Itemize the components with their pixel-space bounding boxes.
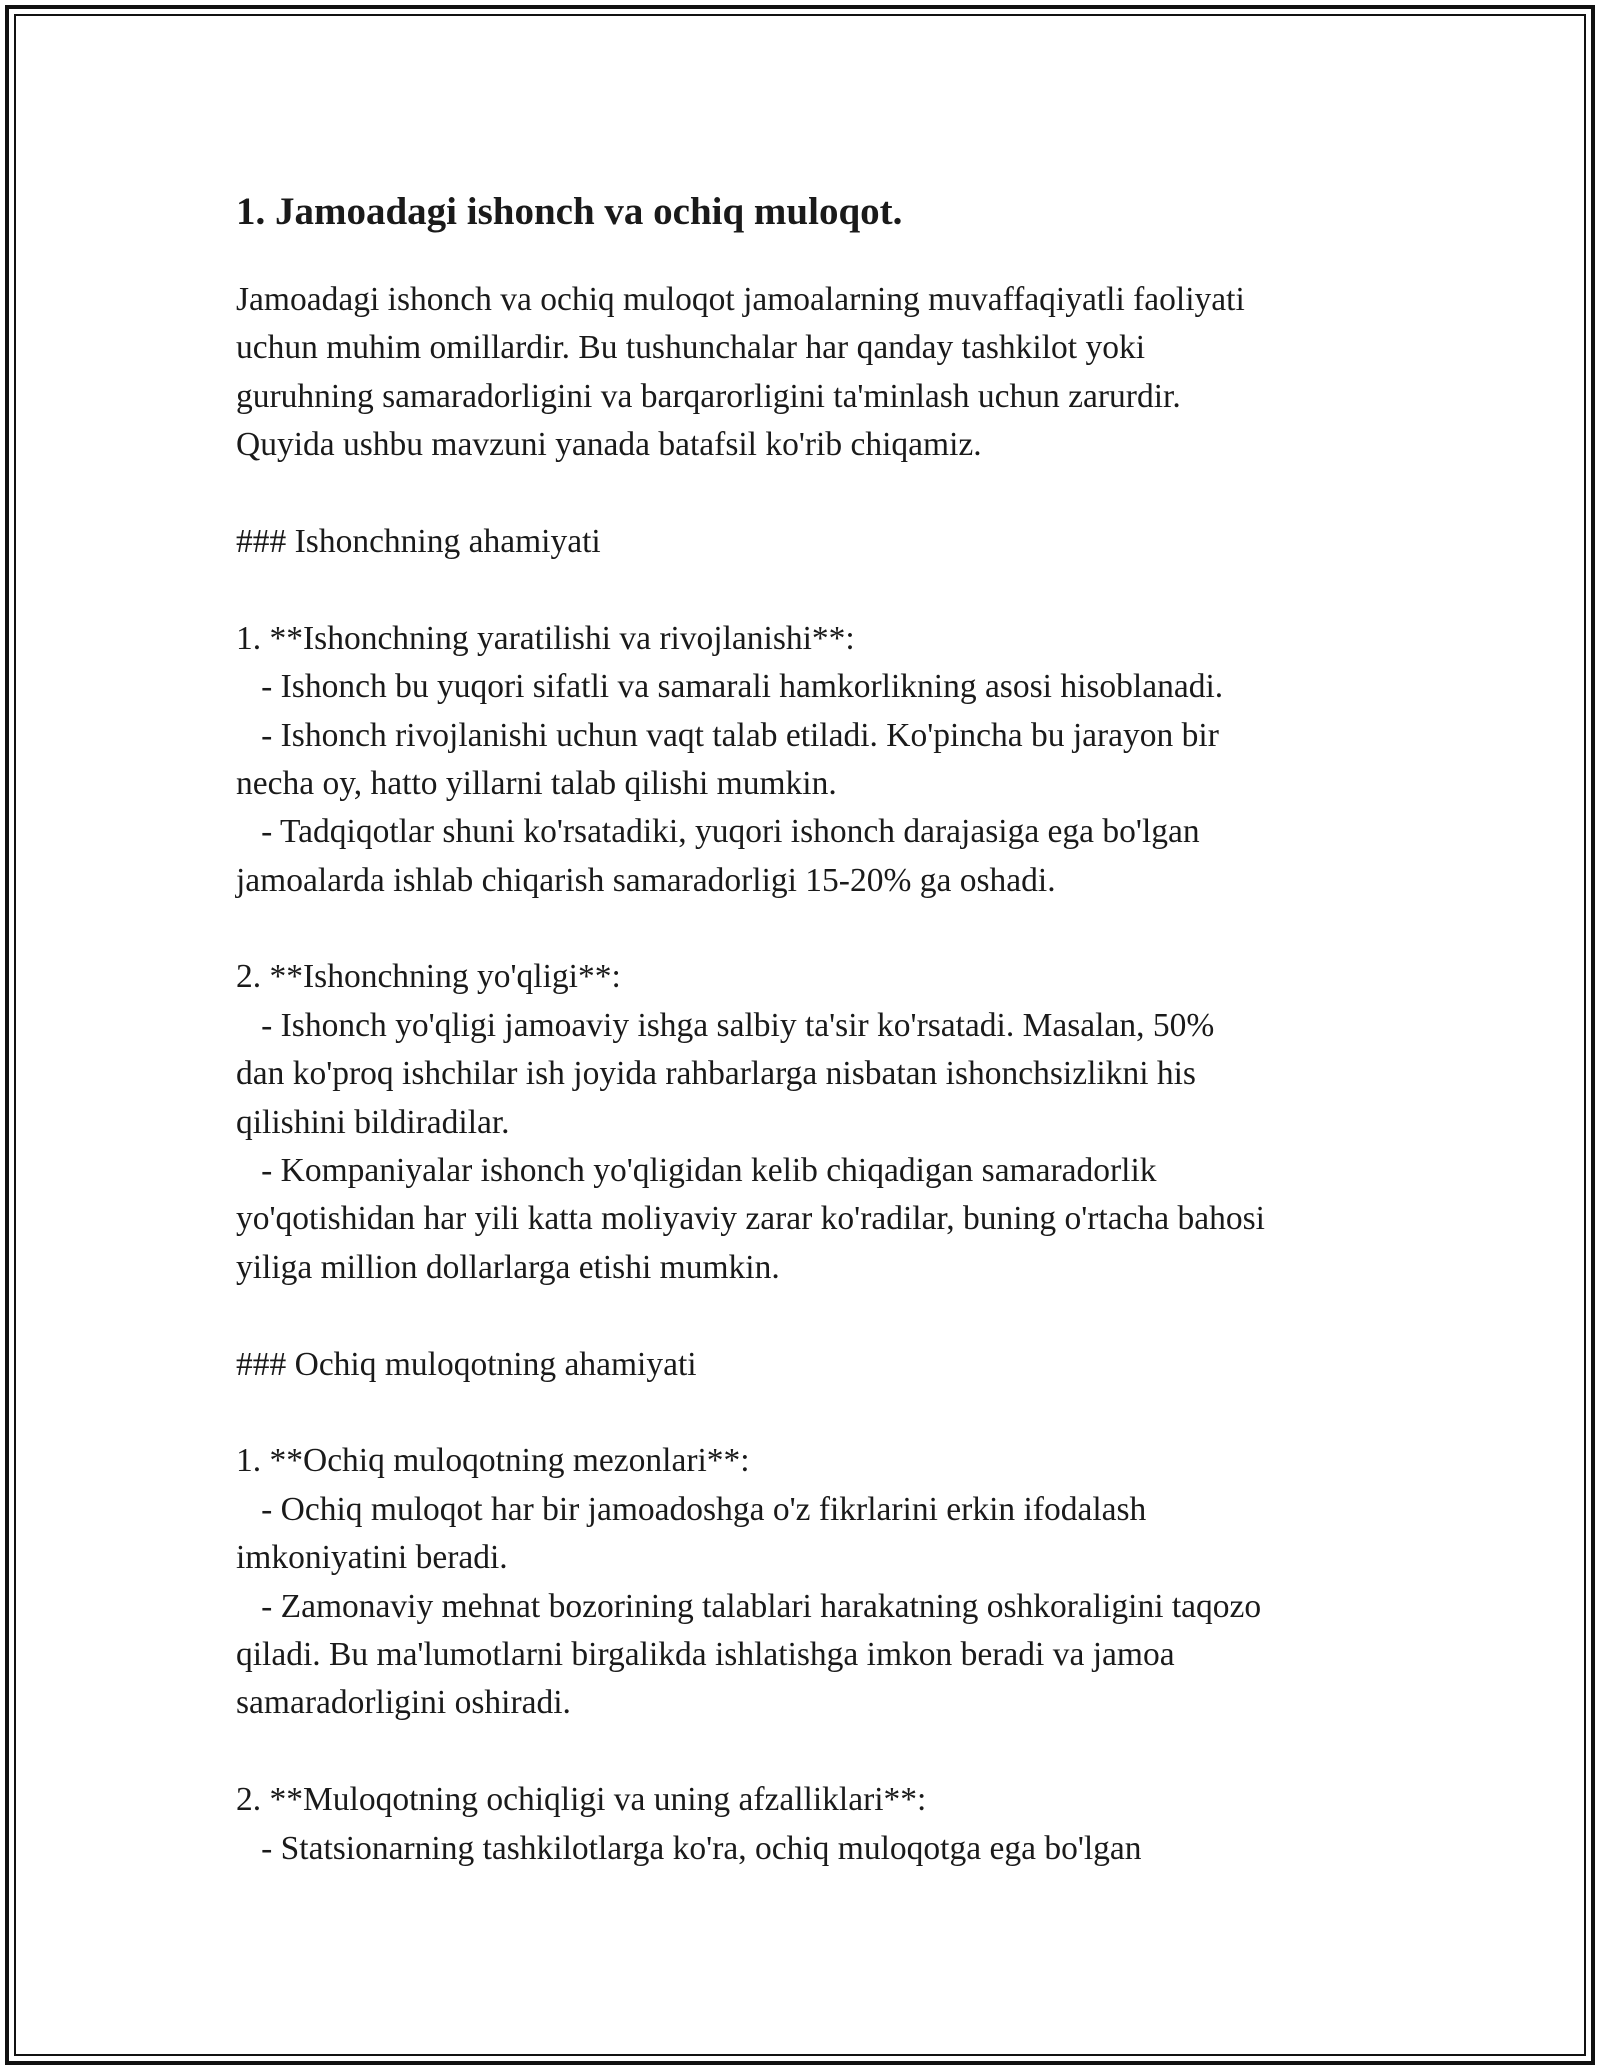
blank-line: [236, 1292, 1386, 1340]
text-line: - Zamonaviy mehnat bozorining talablari harakatning oshkoraligini taqozo: [236, 1587, 1262, 1625]
text-line: guruhning samaradorligini va barqarorligini ta'minlash uchun zarurdir.: [236, 377, 1181, 415]
text-line: samaradorligini oshiradi.: [236, 1684, 571, 1722]
text-line: ### Ishonchning ahamiyati: [236, 522, 601, 560]
text-line: Jamoadagi ishonch va ochiq muloqot jamoalarning muvaffaqiyatli faoliyati: [236, 281, 1245, 318]
text-line: uchun muhim omillardir. Bu tushunchalar har qanday tashkilot yoki: [236, 329, 1145, 367]
text-line: dan ko'proq ishchilar ish joyida rahbarlarga nisbatan ishonchsizlikni his: [236, 1055, 1196, 1093]
text-line: - Tadqiqotlar shuni ko'rsatadiki, yuqori ishonch darajasiga ega bo'lgan: [236, 813, 1200, 851]
text-line: - Kompaniyalar ishonch yo'qligidan kelib chiqadigan samaradorlik: [236, 1152, 1157, 1190]
document-body: [236, 186, 1386, 1873]
text-line: - Ochiq muloqot har bir jamoadoshga o'z fikrlarini erkin ifodalash: [236, 1490, 1147, 1528]
text-line: - Ishonch yo'qligi jamoaviy ishga salbiy ta'sir ko'rsatadi. Masalan, 50%: [236, 1006, 1215, 1044]
text-line: 1. **Ishonchning yaratilishi va rivojlanishi**:: [236, 619, 855, 657]
text-line: yiliga million dollarlarga etishi mumkin.: [236, 1248, 780, 1286]
text-line: necha oy, hatto yillarni talab qilishi mumkin.: [236, 764, 837, 802]
text-line: qilishini bildiradilar.: [236, 1103, 510, 1141]
text-line: Quyida ushbu mavzuni yanada batafsil ko'rib chiqamiz.: [236, 426, 982, 464]
text-line: imkoniyatini beradi.: [236, 1539, 508, 1577]
blank-line: [236, 1389, 1386, 1437]
text-line: - Statsionarning tashkilotlarga ko'ra, ochiq muloqotga ega bo'lgan: [236, 1829, 1142, 1867]
text-line: yo'qotishidan har yili katta moliyaviy zarar ko'radilar, buning o'rtacha bahosi: [236, 1200, 1265, 1238]
blank-line: [236, 566, 1386, 614]
text-line: 2. **Muloqotning ochiqligi va uning afzalliklari**:: [236, 1781, 927, 1819]
document-text: [236, 276, 1386, 1873]
text-line: - Ishonch rivojlanishi uchun vaqt talab etiladi. Ko'pincha bu jarayon bir: [236, 716, 1219, 754]
blank-line: [236, 470, 1386, 518]
text-line: 1. **Ochiq muloqotning mezonlari**:: [236, 1442, 750, 1480]
document-title: 1. Jamoadagi ishonch va ochiq muloqot.: [236, 190, 903, 233]
text-line: qiladi. Bu ma'lumotlarni birgalikda ishlatishga imkon beradi va jamoa: [236, 1635, 1175, 1673]
blank-line: [236, 905, 1386, 953]
text-line: 2. **Ishonchning yo'qligi**:: [236, 958, 621, 996]
text-line: - Ishonch bu yuqori sifatli va samarali hamkorlikning asosi hisoblanadi.: [236, 668, 1224, 706]
text-line: ### Ochiq muloqotning ahamiyati: [236, 1345, 697, 1383]
blank-line: [236, 1728, 1386, 1776]
text-line: jamoalarda ishlab chiqarish samaradorligi 15-20% ga oshadi.: [236, 861, 1056, 899]
